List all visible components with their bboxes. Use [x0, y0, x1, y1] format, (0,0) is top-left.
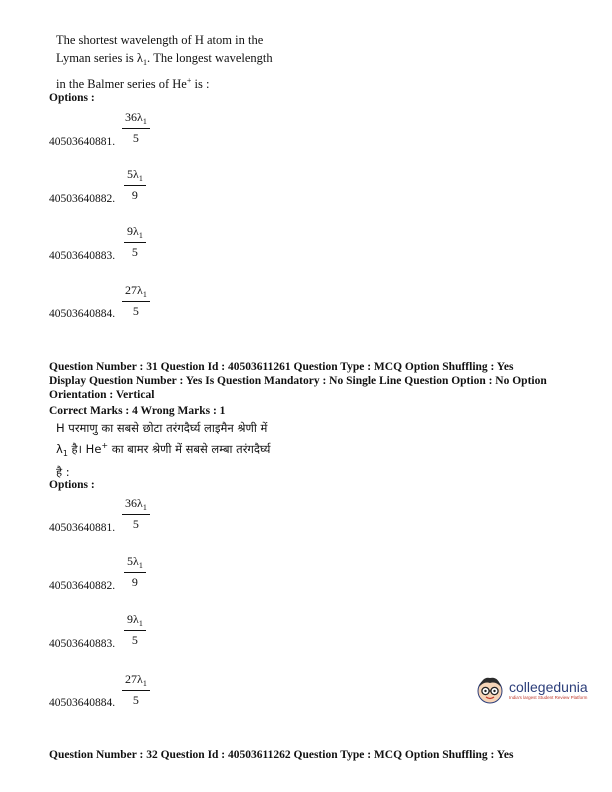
q30-option-1-id: 40503640881.	[49, 136, 116, 148]
q31-meta-line-1: Question Number : 31 Question Id : 40503611261 Question Type : MCQ Option Shuffling : Yes	[49, 361, 514, 373]
q30-line-3: in the Balmer series of He+ is :	[56, 76, 210, 91]
q31-meta-line-2: Display Question Number : Yes Is Question Mandatory : No Single Line Question Option : No Option	[49, 375, 547, 387]
q30-text	[56, 31, 273, 93]
q31-option-4-id: 40503640884.	[49, 697, 116, 709]
logo-wordmark: collegedunia	[509, 678, 588, 695]
collegedunia-logo	[474, 674, 588, 706]
q31-hindi-text	[56, 419, 270, 481]
q30-option-1-fraction: $\frac{36\lambda_1}{5}$	[122, 110, 150, 146]
q31-hindi-line-3: है :	[56, 465, 70, 479]
q31-options-label: Options :	[49, 479, 95, 491]
q31-meta-line-3: Orientation : Vertical	[49, 389, 155, 401]
mascot-icon	[474, 674, 506, 706]
q31-option-3-id: 40503640883.	[49, 638, 116, 650]
q30-option-4-fraction: $\frac{27\lambda_1}{5}$	[122, 283, 150, 319]
q31-option-4-fraction: $\frac{27\lambda_1}{5}$	[122, 672, 150, 708]
q30-option-3-fraction: $\frac{9\lambda_1}{5}$	[124, 224, 146, 260]
q31-meta	[49, 360, 599, 402]
q30-option-3-id: 40503640883.	[49, 250, 116, 262]
q31-option-3-fraction: $\frac{9\lambda_1}{5}$	[124, 612, 146, 648]
q31-marks: Correct Marks : 4 Wrong Marks : 1	[49, 405, 226, 417]
q30-option-2-fraction: $\frac{5\lambda_1}{9}$	[124, 167, 146, 203]
q31-option-2-id: 40503640882.	[49, 580, 116, 592]
q31-hindi-line-2: $\lambda_1$ है। He+ का बामर श्रेणी में सबसे लम्बा तरंगदैर्घ्य	[56, 441, 271, 458]
q30-option-2-id: 40503640882.	[49, 193, 116, 205]
q30-option-4-id: 40503640884.	[49, 308, 116, 320]
q30-line-1: The shortest wavelength of H atom in the	[56, 33, 264, 47]
logo-tagline: India's largest Student Review Platform	[509, 694, 588, 700]
q30-line-2: Lyman series is $\lambda_1$. The longest wavelength	[56, 51, 273, 67]
q32-meta-line-1: Question Number : 32 Question Id : 40503611262 Question Type : MCQ Option Shuffling : Yes	[49, 749, 514, 761]
q31-option-2-fraction: $\frac{5\lambda_1}{9}$	[124, 554, 146, 590]
q31-option-1-id: 40503640881.	[49, 522, 116, 534]
q31-hindi-line-1: H परमाणु का सबसे छोटा तरंगदैर्घ्य लाइमैन श्रेणी में	[56, 421, 268, 435]
q30-options-label: Options :	[49, 92, 95, 104]
q31-option-1-fraction: $\frac{36\lambda_1}{5}$	[122, 496, 150, 532]
